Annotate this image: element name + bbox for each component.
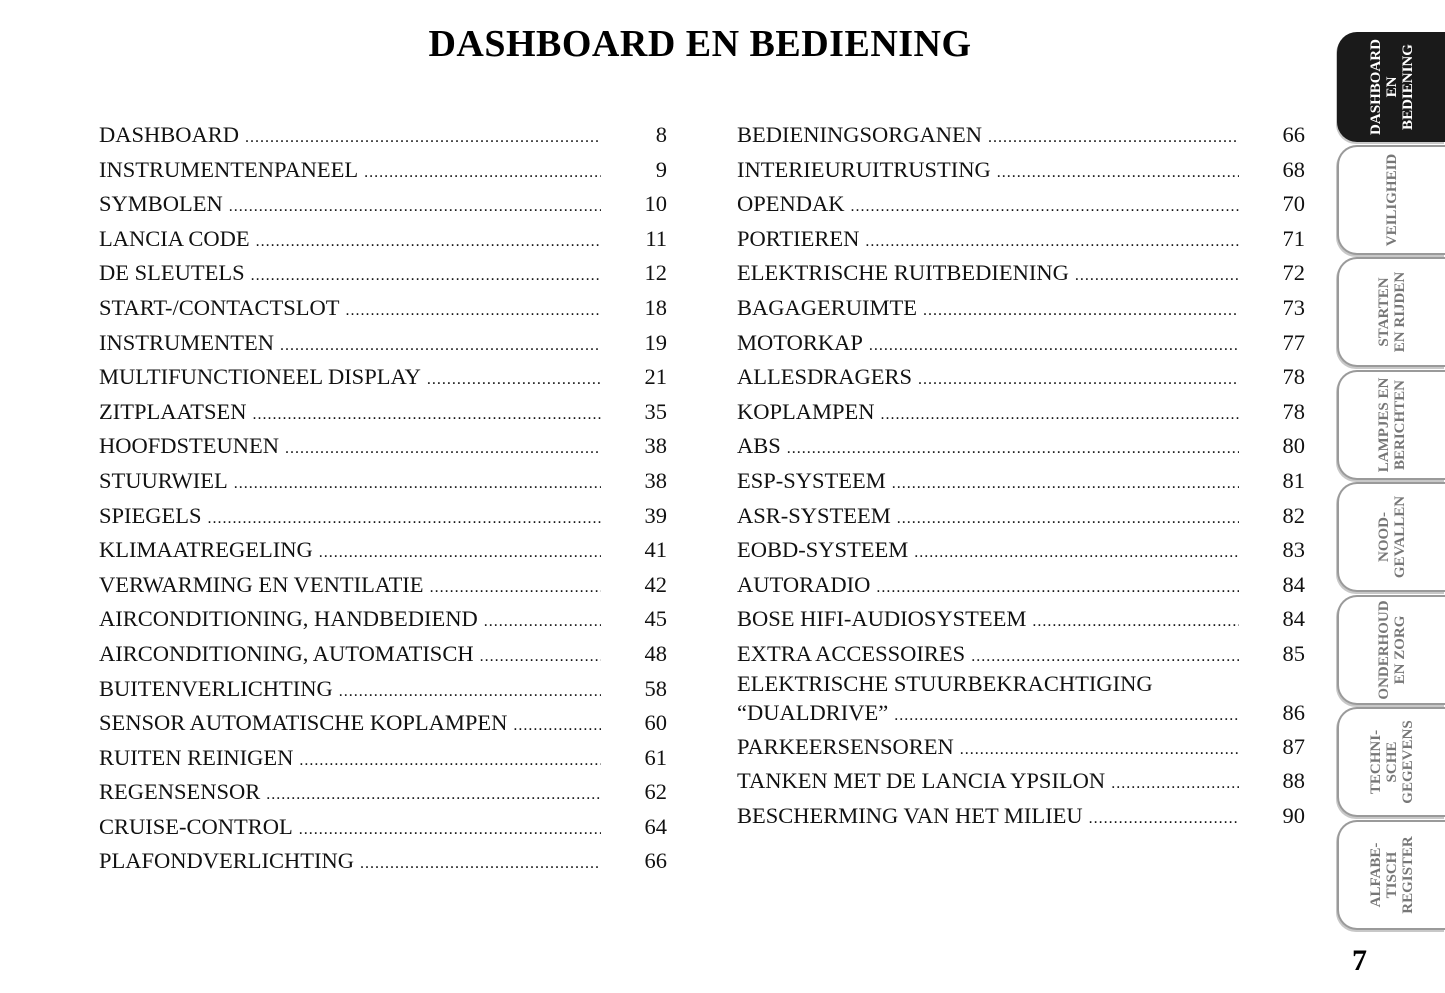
chapter-tab-label: ONDERHOUD EN ZORG [1376,599,1408,700]
toc-entry-label: ELEKTRISCHE RUITBEDIENING [737,260,1069,286]
toc-entry-label: INSTRUMENTEN [99,329,274,355]
toc-entry-page: 86 [1282,699,1305,725]
dot-leader [480,637,601,675]
toc-entry[interactable] [737,499,1305,534]
dot-leader [851,187,1239,225]
toc-entry-label: PORTIEREN [737,225,860,251]
toc-entry-label: INTERIEURUITRUSTING [737,156,991,182]
dot-leader [1089,799,1239,837]
toc-entry-page: 62 [644,779,667,805]
toc-entry-page: 18 [644,294,667,320]
dot-leader [897,499,1239,537]
toc-entry-label: ALLESDRAGERS [737,364,913,390]
toc-entry-label: BOSE HIFI-AUDIOSYSTEEM [737,606,1027,632]
toc-entry-label: PARKEERSENSOREN [737,733,954,759]
toc-entry-page: 68 [1282,156,1305,182]
toc-entry-page: 73 [1282,294,1305,320]
toc-entry[interactable] [99,602,667,637]
chapter-tab-label: ALFABE- TISCH REGISTER [1368,835,1416,914]
page-title: DASHBOARD EN BEDIENING [428,23,972,65]
toc-entry[interactable] [737,730,1305,765]
toc-entry[interactable] [99,499,667,534]
toc-entry-page: 84 [1282,606,1305,632]
chapter-tab[interactable] [1337,707,1445,817]
toc-entry-label: ZITPLAATSEN [99,398,247,424]
toc-entry[interactable] [737,764,1305,799]
toc-entry[interactable] [737,118,1305,153]
toc-entry[interactable] [737,602,1305,637]
toc-entry-page: 82 [1282,502,1305,528]
toc-entry-page: 8 [655,122,667,147]
dot-leader [869,326,1239,364]
toc-entry-page: 19 [644,329,667,355]
toc-entry[interactable] [737,799,1305,834]
toc-entry[interactable] [737,464,1305,499]
dot-leader [319,533,601,571]
toc-entry-label: BESCHERMING VAN HET MILIEU [737,802,1083,828]
toc-entry-page: 77 [1282,329,1305,355]
chapter-tab[interactable] [1337,145,1445,255]
toc-entry-page: 66 [1282,122,1305,147]
toc-entry-page: 39 [644,502,667,528]
toc-entry-page: 78 [1282,398,1305,424]
toc-entry-label: EXTRA ACCESSOIRES [737,640,966,666]
toc-entry[interactable] [99,429,667,464]
toc-entry-label: MOTORKAP [737,329,863,355]
toc-entry[interactable] [99,360,667,395]
toc-entry[interactable] [737,568,1305,603]
toc-entry[interactable] [737,672,1305,730]
toc-entry-page: 90 [1282,802,1305,828]
toc-entry[interactable] [99,153,667,188]
toc-entry-label: STUURWIEL [99,467,228,493]
toc-entry-label: DASHBOARD [99,122,240,147]
dot-leader [364,153,601,191]
dot-leader [285,429,601,467]
dot-leader [1111,764,1239,802]
dot-leader [513,706,601,744]
dot-leader [299,810,601,848]
toc-entry-label: SENSOR AUTOMATISCHE KOPLAMPEN [99,710,508,736]
toc-entry[interactable] [99,568,667,603]
dot-leader [892,464,1239,502]
dot-leader [484,602,601,640]
toc-entry-page: 60 [644,710,667,736]
toc-entry-label-continued: “DUALDRIVE” [737,699,889,725]
dot-leader [256,222,601,260]
toc-entry-page: 71 [1282,225,1305,251]
dot-leader [997,153,1239,191]
toc-entry-label: ELEKTRISCHE STUURBEKRACHTIGING [737,670,1153,696]
toc-entry-label: BEDIENINGSORGANEN [737,122,982,147]
toc-entry[interactable] [99,533,667,568]
toc-entry-label: EOBD-SYSTEEM [737,537,909,563]
toc-entry-label: MULTIFUNCTIONEEL DISPLAY [99,364,421,390]
dot-leader [876,568,1239,606]
toc-entry[interactable] [99,187,667,222]
dot-leader [360,844,601,882]
dot-leader [253,395,602,433]
toc-entry[interactable] [737,429,1305,464]
toc-entry-label: RUITEN REINIGEN [99,744,294,770]
chapter-tab[interactable] [1337,370,1445,480]
toc-entry-label: AIRCONDITIONING, HANDBEDIEND [99,606,478,632]
toc-entry[interactable] [737,256,1305,291]
toc-entry-label: SYMBOLEN [99,191,223,217]
chapter-tab[interactable] [1337,257,1445,367]
toc-entry-page: 80 [1282,433,1305,459]
toc-entry-label: LANCIA CODE [99,225,250,251]
chapter-tab-label: LAMPJES EN BERICHTEN [1376,377,1408,472]
toc-entry[interactable] [99,706,667,741]
toc-entry[interactable] [99,395,667,430]
toc-entry-label: INSTRUMENTENPANEEL [99,156,359,182]
toc-entry-page: 10 [644,191,667,217]
toc-entry-label: AIRCONDITIONING, AUTOMATISCH [99,640,474,666]
chapter-tab[interactable] [1337,820,1445,930]
chapter-tab[interactable] [1337,482,1445,592]
toc-entry[interactable] [737,395,1305,430]
toc-entry-page: 48 [644,640,667,666]
toc-entry-label: ESP-SYSTEEM [737,467,886,493]
toc-entry-page: 41 [644,537,667,563]
toc-entry[interactable] [99,256,667,291]
toc-entry[interactable] [99,291,667,326]
toc-entry-page: 81 [1282,467,1305,493]
chapter-tab-label: VEILIGHEID [1384,153,1400,246]
dot-leader [918,360,1239,398]
toc-entry[interactable] [99,118,667,153]
toc-entry[interactable] [737,533,1305,568]
toc-entry-page: 11 [645,225,667,251]
dot-leader [923,291,1239,329]
dot-leader [971,637,1239,675]
toc-entry-label: KLIMAATREGELING [99,537,313,563]
toc-entry[interactable] [737,187,1305,222]
toc-entry[interactable] [99,222,667,257]
toc-entry-label: BUITENVERLICHTING [99,675,333,701]
dot-leader [787,429,1239,467]
toc-entry-page: 12 [644,260,667,286]
toc-entry-label: BAGAGERUIMTE [737,294,917,320]
dot-leader [208,499,601,537]
toc-entry-label: SPIEGELS [99,502,202,528]
chapter-tab-label: STARTEN EN RIJDEN [1376,271,1408,353]
toc-entry-label: ABS [737,433,781,459]
toc-entry-page: 88 [1282,768,1305,794]
dot-leader [251,256,601,294]
dot-leader [299,741,601,779]
toc-entry-page: 21 [644,364,667,390]
toc-entry-page: 87 [1282,733,1305,759]
dot-leader [266,775,601,813]
chapter-tab-label: NOOD- GEVALLEN [1376,495,1408,579]
toc-entry[interactable] [99,464,667,499]
toc-entry-label: REGENSENSOR [99,779,261,805]
toc-entry-page: 83 [1282,537,1305,563]
dot-leader [345,291,601,329]
toc-entry[interactable] [737,637,1305,672]
toc-left-column [99,118,667,879]
dot-leader [1032,602,1239,640]
toc-entry-page: 38 [644,467,667,493]
dot-leader [894,696,1239,733]
toc-entry[interactable] [737,326,1305,361]
toc-entry-page: 61 [644,744,667,770]
toc-entry[interactable] [99,326,667,361]
toc-entry-label: TANKEN MET DE LANCIA YPSILON [737,768,1106,794]
toc-entry-label: ASR-SYSTEEM [737,502,891,528]
toc-entry-label: AUTORADIO [737,571,871,597]
toc-entry-label: PLAFONDVERLICHTING [99,848,354,874]
dot-leader [280,326,601,364]
dot-leader [234,464,601,502]
toc-entry-page: 66 [644,848,667,874]
toc-entry-label: OPENDAK [737,191,845,217]
toc-entry[interactable] [99,810,667,845]
toc-entry-page: 45 [644,606,667,632]
dot-leader [427,360,601,398]
toc-entry-page: 9 [655,156,667,182]
toc-entry-page: 42 [644,571,667,597]
dot-leader [865,222,1239,260]
toc-entry[interactable] [99,637,667,672]
toc-entry-label: HOOFDSTEUNEN [99,433,279,459]
toc-entry-label: KOPLAMPEN [737,398,875,424]
toc-entry[interactable] [99,741,667,776]
toc-entry-label: VERWARMING EN VENTILATIE [99,571,424,597]
toc-right-column [737,118,1305,833]
dot-leader [881,395,1239,433]
dot-leader [914,533,1239,571]
dot-leader [960,730,1239,768]
toc-entry-page: 64 [644,813,667,839]
toc-entry-page: 58 [644,675,667,701]
toc-entry-label: START-/CONTACTSLOT [99,294,340,320]
toc-entry[interactable] [99,775,667,810]
dot-leader [229,187,601,225]
chapter-tab[interactable] [1337,595,1445,705]
toc-entry[interactable] [737,291,1305,326]
toc-entry-page: 78 [1282,364,1305,390]
chapter-tab-label: TECHNI- SCHE GEGEVENS [1368,720,1416,804]
toc-entry-label: DE SLEUTELS [99,260,245,286]
toc-entry-page: 70 [1282,191,1305,217]
toc-entry-page: 38 [644,433,667,459]
dot-leader [1075,256,1239,294]
toc-entry[interactable] [737,222,1305,257]
toc-entry[interactable] [737,153,1305,188]
dot-leader [245,118,601,156]
toc-entry[interactable] [99,844,667,879]
toc-entry[interactable] [737,360,1305,395]
chapter-tab[interactable] [1337,32,1445,142]
page-number: 7 [1352,944,1367,977]
toc-entry-page: 85 [1282,640,1305,666]
toc-entry[interactable] [99,672,667,707]
toc-entry-page: 35 [644,398,667,424]
toc-entry-page: 84 [1282,571,1305,597]
dot-leader [430,568,601,606]
dot-leader [988,118,1239,156]
toc-entry-label: CRUISE-CONTROL [99,813,293,839]
dot-leader [339,672,601,710]
toc-entry-page: 72 [1282,260,1305,286]
chapter-tab-label: DASHBOARD EN BEDIENING [1368,39,1416,135]
